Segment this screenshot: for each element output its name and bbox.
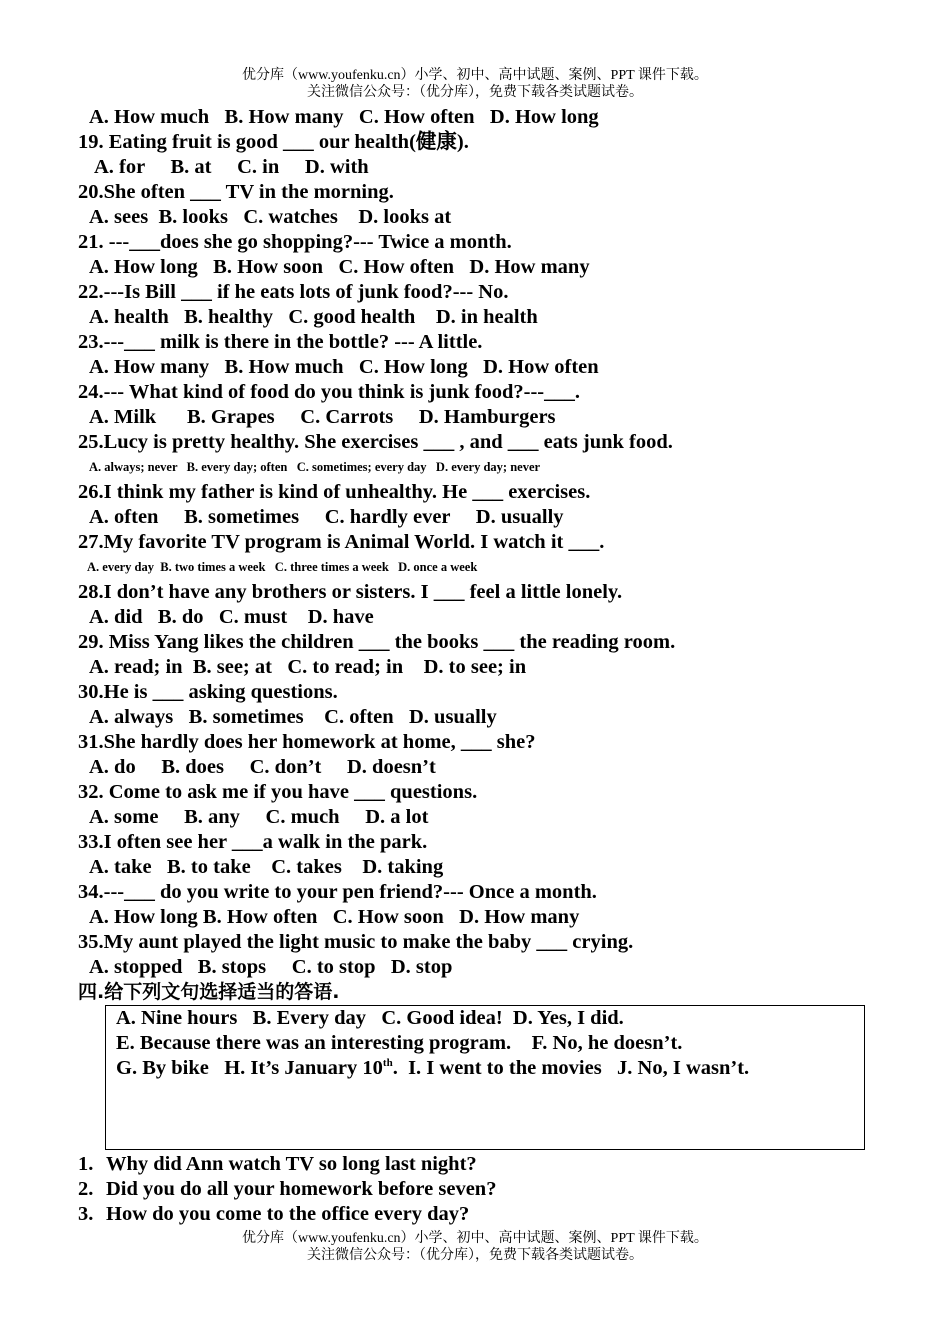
worksheet-body bbox=[78, 105, 878, 1227]
dialogue-questions bbox=[78, 1152, 878, 1227]
footer-line-1: 优分库（www.youfenku.cn）小学、初中、高中试题、案例、PPT 课件下载。 bbox=[242, 1231, 708, 1246]
answer-options-line-1: A. Nine hours B. Every day C. Good idea! D. Yes, I did. bbox=[116, 1007, 624, 1029]
answer-choices: A. some B. any C. much D. a lot bbox=[89, 806, 429, 828]
section-title: 四.给下列文句选择适当的答语. bbox=[78, 981, 340, 1003]
dialogue-question bbox=[78, 1177, 878, 1202]
answer-choices: A. always; never B. every day; often C. sometimes; every day D. every day; never bbox=[89, 460, 541, 474]
question-line: 30.He is ___ asking questions. bbox=[78, 681, 338, 703]
answer-choices: A. Milk B. Grapes C. Carrots D. Hamburgers bbox=[89, 406, 556, 428]
answer-choices: A. How long B. How soon C. How often D. How many bbox=[89, 256, 590, 278]
question-line: 24.--- What kind of food do you think is junk food?---___. bbox=[78, 381, 580, 403]
question-text: How do you come to the office every day? bbox=[106, 1203, 470, 1225]
question-line: 35.My aunt played the light music to make the baby ___ crying. bbox=[78, 931, 634, 953]
question-line: 28.I don’t have any brothers or sisters. I ___ feel a little lonely. bbox=[78, 581, 623, 603]
question-line: 22.---Is Bill ___ if he eats lots of junk food?--- No. bbox=[78, 281, 509, 303]
answer-choices: A. for B. at C. in D. with bbox=[94, 156, 369, 178]
question-line: 32. Come to ask me if you have ___ questions. bbox=[78, 781, 478, 803]
answer-options-line-2: E. Because there was an interesting program. F. No, he doesn’t. bbox=[116, 1032, 683, 1054]
answer-choices: A. read; in B. see; at C. to read; in D. to see; in bbox=[89, 656, 527, 678]
answer-choices: A. did B. do C. must D. have bbox=[89, 606, 374, 628]
answer-options-line-3: G. By bike H. It’s January 10th. I. I went to the movies J. No, I wasn’t. bbox=[116, 1057, 750, 1079]
answer-choices: A. take B. to take C. takes D. taking bbox=[89, 856, 444, 878]
answer-choices: A. How long B. How often C. How soon D. How many bbox=[89, 906, 580, 928]
answer-choices: A. How many B. How much C. How long D. How often bbox=[89, 356, 599, 378]
question-line: 31.She hardly does her homework at home, ___ she? bbox=[78, 731, 536, 753]
answer-choices: A. health B. healthy C. good health D. in health bbox=[89, 306, 538, 328]
question-line: 26.I think my father is kind of unhealthy. He ___ exercises. bbox=[78, 481, 591, 503]
question-line: 19. Eating fruit is good ___ our health(健康). bbox=[78, 131, 469, 153]
question-number: 3. bbox=[78, 1203, 94, 1225]
dialogue-question bbox=[78, 1202, 878, 1227]
question-line: 21. ---___does she go shopping?--- Twice a month. bbox=[78, 231, 512, 253]
page-footer bbox=[0, 1230, 950, 1264]
answer-choices: A. often B. sometimes C. hardly ever D. usually bbox=[89, 506, 564, 528]
question-number: 2. bbox=[78, 1178, 94, 1200]
question-line: 27.My favorite TV program is Animal World. I watch it ___. bbox=[78, 531, 605, 553]
answer-choices: A. do B. does C. don’t D. doesn’t bbox=[89, 756, 436, 778]
question-line: 25.Lucy is pretty healthy. She exercises ___ , and ___ eats junk food. bbox=[78, 431, 673, 453]
answer-choices: A. stopped B. stops C. to stop D. stop bbox=[89, 956, 453, 978]
question-line: 29. Miss Yang likes the children ___ the books ___ the reading room. bbox=[78, 631, 676, 653]
question-number: 1. bbox=[78, 1153, 94, 1175]
question-line: 20.She often ___ TV in the morning. bbox=[78, 181, 394, 203]
answer-choices: A. always B. sometimes C. often D. usually bbox=[89, 706, 497, 728]
footer-line-2: 关注微信公众号：（优分库），免费下载各类试题试卷。 bbox=[307, 1248, 643, 1263]
question-line: 23.---___ milk is there in the bottle? --- A little. bbox=[78, 331, 483, 353]
header-line-2: 关注微信公众号：（优分库），免费下载各类试题试卷。 bbox=[307, 85, 643, 100]
answer-choices: A. How much B. How many C. How often D. How long bbox=[89, 106, 599, 128]
question-line: 34.---___ do you write to your pen friend?--- Once a month. bbox=[78, 881, 597, 903]
question-list bbox=[78, 105, 878, 980]
dialogue-question bbox=[78, 1152, 878, 1177]
question-text: Did you do all your homework before seven? bbox=[106, 1178, 497, 1200]
question-line: 33.I often see her ___a walk in the park. bbox=[78, 831, 428, 853]
page-header bbox=[0, 67, 950, 101]
answer-choices: A. every day B. two times a week C. three times a week D. once a week bbox=[87, 560, 478, 574]
header-line-1: 优分库（www.youfenku.cn）小学、初中、高中试题、案例、PPT 课件下载。 bbox=[242, 68, 708, 83]
answer-options-box bbox=[105, 1005, 865, 1150]
answer-choices: A. sees B. looks C. watches D. looks at bbox=[89, 206, 452, 228]
question-text: Why did Ann watch TV so long last night? bbox=[106, 1153, 477, 1175]
